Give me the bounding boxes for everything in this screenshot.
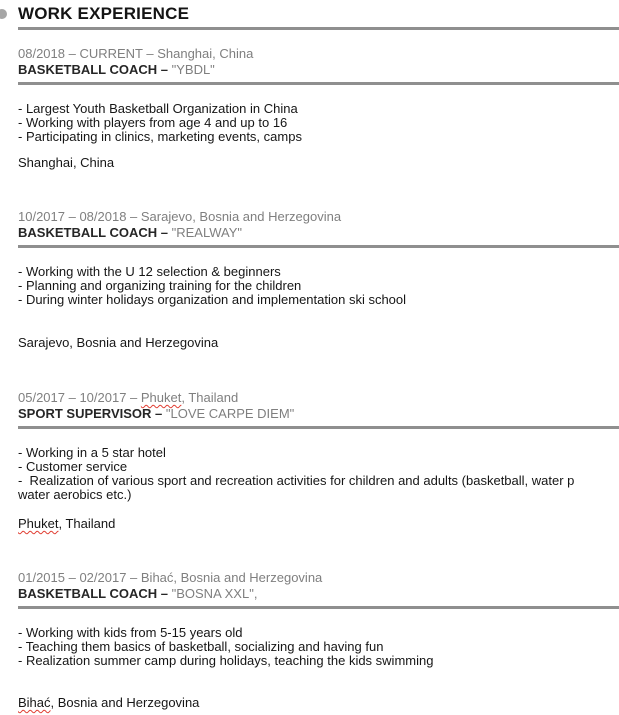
job-role: BASKETBALL COACH – xyxy=(18,586,172,601)
entry-bullets xyxy=(18,265,619,307)
bullet-item-wrap: water aerobics etc.) xyxy=(18,487,132,502)
bullet-item: - Working with kids from 5-15 years old xyxy=(18,625,243,640)
work-entry xyxy=(18,209,619,350)
bullet-item: - Working with players from age 4 and up to 16 xyxy=(18,115,288,130)
entry-bullets xyxy=(18,102,619,144)
entry-divider xyxy=(18,245,619,248)
entry-bullets xyxy=(18,626,619,668)
entry-location-text: , Thailand xyxy=(58,516,116,531)
entry-location xyxy=(18,336,619,350)
entry-divider xyxy=(18,606,619,609)
bullet-item: - Largest Youth Basketball Organization in China xyxy=(18,101,298,116)
page-title: WORK EXPERIENCE xyxy=(18,4,190,23)
entry-divider xyxy=(18,426,619,429)
entry-location xyxy=(18,156,619,170)
job-role: SPORT SUPERVISOR – xyxy=(18,406,166,421)
entry-location-text: , Bosnia and Herzegovina xyxy=(50,695,200,710)
misspelled-word: Phuket xyxy=(140,390,182,405)
work-entry xyxy=(18,46,619,170)
bullet-item: - Customer service xyxy=(18,459,128,474)
company-name: "BOSNA XXL", xyxy=(171,586,258,601)
job-role: BASKETBALL COACH – xyxy=(18,62,172,77)
entry-title-line xyxy=(18,406,619,422)
section-divider xyxy=(18,27,619,30)
work-entry xyxy=(18,570,619,710)
entry-title-line xyxy=(18,225,619,241)
entry-location-text: Shanghai, China xyxy=(18,155,115,170)
company-name: "LOVE CARPE DIEM" xyxy=(165,406,295,421)
bullet-item: - Teaching them basics of basketball, socializing and having fun xyxy=(18,639,384,654)
bullet-item: - Realization summer camp during holidays, teaching the kids swimming xyxy=(18,653,434,668)
company-name: "YBDL" xyxy=(171,62,215,77)
entry-bullets xyxy=(18,446,619,502)
job-role: BASKETBALL COACH – xyxy=(18,225,172,240)
entry-date-text: , Thailand xyxy=(181,390,239,405)
entry-title-line xyxy=(18,586,619,602)
entry-date-text: 10/2017 – 08/2018 – Sarajevo, Bosnia and Herzegovina xyxy=(18,209,342,224)
entry-date-line xyxy=(18,46,619,62)
work-entry xyxy=(18,390,619,531)
entry-location xyxy=(18,696,619,710)
misspelled-word: Phuket xyxy=(18,516,59,531)
entry-divider xyxy=(18,82,619,85)
company-name: "REALWAY" xyxy=(171,225,242,240)
entry-date-line xyxy=(18,570,619,586)
entry-location xyxy=(18,517,619,531)
entry-date-text: 01/2015 – 02/2017 – Bihać, Bosnia and Herzegovina xyxy=(18,570,323,585)
entry-date-text: 05/2017 – 10/2017 – xyxy=(18,390,141,405)
entry-date-line xyxy=(18,390,619,406)
section-bullet-icon xyxy=(0,9,7,19)
bullet-item-clipped: - Realization of various sport and recreation activities for children and adults (basketball, water p xyxy=(18,474,575,488)
entry-location-text: Sarajevo, Bosnia and Herzegovina xyxy=(18,335,219,350)
entry-title-line xyxy=(18,62,619,78)
bullet-item: - Planning and organizing training for the children xyxy=(18,278,302,293)
bullet-item: - Working in a 5 star hotel xyxy=(18,445,166,460)
bullet-item: - Participating in clinics, marketing events, camps xyxy=(18,129,302,144)
bullet-item: - Working with the U 12 selection & beginners xyxy=(18,264,281,279)
bullet-item: - During winter holidays organization and implementation ski school xyxy=(18,292,407,307)
entry-date-text: 08/2018 – CURRENT – Shanghai, China xyxy=(18,46,254,61)
misspelled-word: Bihać xyxy=(18,695,51,710)
entry-date-line xyxy=(18,209,619,225)
